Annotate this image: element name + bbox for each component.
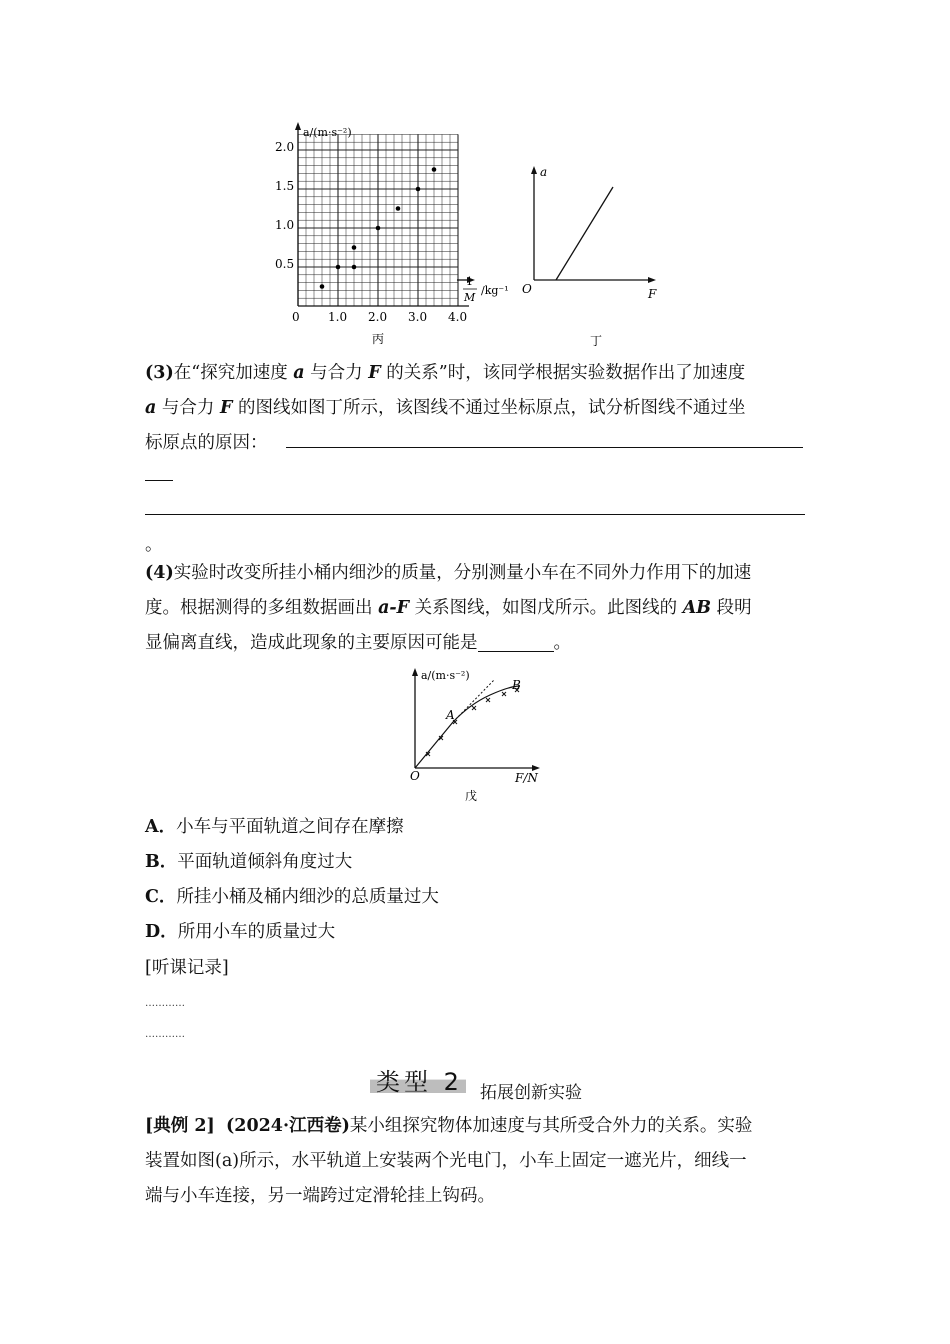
bing-y-arrow: [295, 122, 301, 130]
bing-x-unit: /kg⁻¹: [481, 284, 509, 297]
wu-point-a: A: [446, 708, 455, 722]
example-source: (2024·江西卷): [225, 1116, 350, 1136]
section-subtitle: 拓展创新实验: [480, 1083, 582, 1103]
wu-y-label: a/(m·s⁻²): [421, 669, 470, 682]
wu-origin: O: [410, 769, 420, 783]
option-letter: C．: [145, 887, 177, 907]
q4-text: 显偏离直线，造成此现象的主要原因可能是: [145, 633, 478, 653]
bing-x-tick: 4.0: [448, 310, 468, 324]
q3-var: a: [293, 363, 305, 383]
q4-number: (4): [145, 563, 174, 583]
ding-line: [556, 187, 613, 280]
bing-y-label: a/(m·s⁻²): [303, 126, 352, 139]
notes-dots-line[interactable]: …………: [145, 998, 185, 1009]
option-text: 所用小车的质量过大: [177, 922, 336, 942]
q3-var: F: [219, 398, 233, 418]
q3-text: 在“探究加速度: [173, 363, 294, 383]
q3-var: F: [368, 363, 381, 383]
figure-ding: [520, 160, 670, 350]
q4-line2: [145, 591, 810, 626]
bing-y-tick: 1.5: [275, 179, 295, 193]
question-3: [145, 356, 810, 461]
option-text: 平面轨道倾斜角度过大: [177, 852, 353, 872]
q3-number: (3): [145, 363, 174, 383]
bing-y-tick: 0.5: [275, 257, 295, 271]
q3-text: 的关系”时，该同学根据实验数据作出了加速度: [380, 363, 746, 383]
q4-line1: [145, 556, 810, 591]
q3-end-mark: 。: [145, 535, 163, 555]
q3-answer-blank-cont[interactable]: [145, 480, 173, 481]
bing-data-point: [396, 206, 401, 211]
wu-y-arrow: [412, 668, 418, 676]
notes-label: [听课记录]: [145, 958, 229, 978]
q4-text: 。: [553, 633, 571, 653]
question-4: [145, 556, 810, 661]
bing-x-label-den: M: [464, 291, 476, 304]
wu-dashed-extension: [453, 680, 494, 722]
q4-var: AB: [682, 598, 712, 618]
ding-x-arrow: [648, 277, 656, 283]
example-text: 某小组探究物体加速度与其所受合外力的关系。实验: [349, 1116, 753, 1136]
wu-x-label: F/N: [515, 771, 538, 785]
bing-x-label-num: 1: [466, 275, 473, 288]
ding-y-label: a: [540, 165, 548, 179]
section-title: 类型 2: [376, 1068, 463, 1096]
q3-var: a: [145, 398, 157, 418]
wu-point-b: B: [512, 678, 521, 692]
option-text: 小车与平面轨道之间存在摩擦: [176, 817, 404, 837]
bing-data-point: [352, 245, 357, 250]
bing-x-tick: 1.0: [328, 310, 348, 324]
wu-caption: 戊: [465, 789, 478, 803]
figure-wu: [400, 662, 550, 812]
wu-straight-part: [415, 722, 453, 768]
q3-text: 与合力: [156, 398, 220, 418]
option-b[interactable]: [145, 845, 352, 880]
option-a[interactable]: [145, 810, 404, 845]
option-letter: B．: [145, 852, 178, 872]
example-line2: 装置如图(a)所示，水平轨道上安装两个光电门，小车上固定一遮光片，细线一: [145, 1151, 747, 1171]
example-2: [145, 1109, 810, 1214]
q3-text: 与合力: [304, 363, 369, 383]
example-line1: [145, 1109, 810, 1144]
ding-y-arrow: [531, 166, 537, 174]
bing-caption: 丙: [372, 332, 385, 346]
q3-line1: [145, 356, 810, 391]
wu-marker: [472, 706, 476, 710]
notes-dots-line[interactable]: …………: [145, 1029, 185, 1040]
bing-x-tick: 2.0: [368, 310, 388, 324]
example-label: [典例 2]: [145, 1116, 215, 1136]
q3-text: 标原点的原因：: [145, 433, 268, 453]
bing-origin: 0: [292, 310, 300, 324]
q4-line3: [145, 626, 810, 661]
option-letter: D．: [145, 922, 178, 942]
q3-answer-blank-line2[interactable]: [145, 514, 805, 515]
ding-x-label: F: [648, 287, 657, 301]
bing-data-point: [432, 167, 437, 172]
bing-y-tick: 2.0: [275, 140, 295, 154]
bing-y-tick: 1.0: [275, 218, 295, 232]
q3-answer-blank[interactable]: [286, 447, 803, 448]
q3-text: 的图线如图丁所示，该图线不通过坐标原点，试分析图线不通过坐: [232, 398, 746, 418]
q4-var: a-F: [378, 598, 410, 618]
option-letter: A．: [145, 817, 177, 837]
ding-caption: 丁: [590, 334, 603, 348]
option-text: 所挂小桶及桶内细沙的总质量过大: [176, 887, 439, 907]
q4-text: 实验时改变所挂小桶内细沙的质量，分别测量小车在不同外力作用下的加速: [173, 563, 752, 583]
bing-data-point: [376, 226, 381, 231]
bing-grid: [298, 134, 458, 306]
bing-data-point: [320, 284, 325, 289]
wu-marker: [486, 698, 490, 702]
q4-answer-blank[interactable]: [478, 633, 554, 652]
q4-text: 关系图线，如图戊所示。此图线的: [409, 598, 683, 618]
option-c[interactable]: [145, 880, 439, 915]
wu-markers: [426, 688, 519, 756]
option-d[interactable]: [145, 915, 335, 950]
q4-text: 段明: [711, 598, 752, 618]
q3-line3: [145, 426, 810, 461]
bing-x-tick: 3.0: [408, 310, 428, 324]
bing-data-point: [416, 187, 421, 192]
q4-text: 度。根据测得的多组数据画出: [145, 598, 379, 618]
figure-bing: [255, 118, 525, 348]
bing-data-point: [336, 265, 341, 270]
wu-curved-part: [453, 686, 520, 722]
example-line3: 端与小车连接，另一端跨过定滑轮挂上钩码。: [145, 1186, 495, 1206]
ding-origin: O: [522, 282, 532, 296]
bing-data-point: [352, 265, 357, 270]
q3-line2: [145, 391, 810, 426]
wu-marker: [502, 692, 506, 696]
